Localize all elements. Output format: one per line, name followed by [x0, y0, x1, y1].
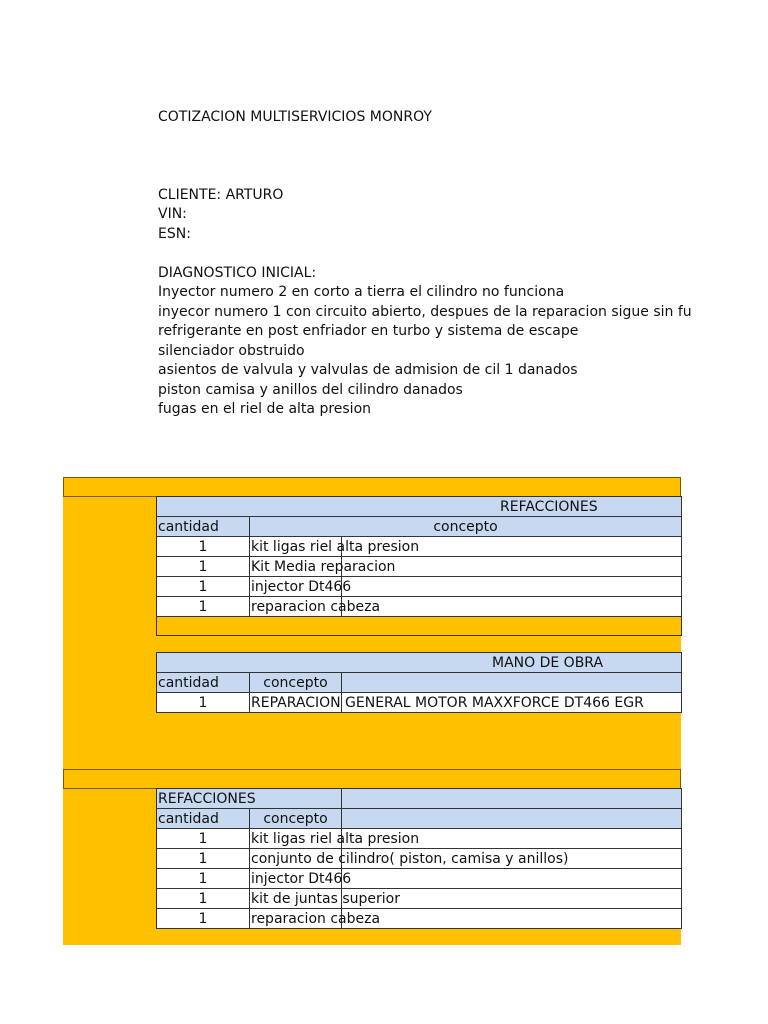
cantidad-cell: 1	[157, 597, 250, 617]
table-row	[157, 829, 682, 849]
concepto-cell	[250, 693, 644, 713]
table-row	[157, 597, 682, 617]
document-title: COTIZACION MULTISERVICIOS MONROY	[158, 109, 432, 125]
concepto-cell	[250, 849, 569, 869]
cantidad-cell: 1	[157, 889, 250, 909]
concepto-text: injector Dt466	[251, 870, 352, 887]
concepto-text: kit de juntas superior	[251, 890, 400, 907]
diagnostico-heading: DIAGNOSTICO INICIAL:	[158, 265, 317, 281]
concepto-cell	[250, 557, 396, 577]
cantidad-cell: 1	[157, 869, 250, 889]
concepto-cell	[250, 577, 352, 597]
concepto-text: REPARACION GENERAL MOTOR MAXXFORCE DT466 EGR	[251, 694, 644, 711]
cantidad-cell: 1	[157, 557, 250, 577]
table-row	[157, 537, 682, 557]
col-cantidad-header: cantidad	[157, 673, 250, 693]
concepto-text: reparacion cabeza	[251, 598, 381, 615]
section2-refacciones-table	[156, 788, 682, 929]
concepto-text: reparacion cabeza	[251, 910, 381, 927]
diagnostico-line: fugas en el riel de alta presion	[158, 401, 372, 417]
col-concepto-header: concepto	[250, 673, 342, 693]
diagnostico-line: refrigerante en post enfriador en turbo y sistema de escape	[158, 323, 579, 339]
concepto-cell	[250, 597, 381, 617]
cantidad-cell: 1	[157, 537, 250, 557]
section1-mano-de-obra-table	[156, 652, 682, 713]
cantidad-cell: 1	[157, 577, 250, 597]
table-footer-row	[157, 617, 682, 636]
refacciones-title: REFACCIONES	[157, 789, 342, 809]
section1-refacciones-table	[156, 496, 682, 636]
section1-header-bar	[63, 477, 681, 497]
table-title-row	[157, 497, 682, 517]
col-concepto-header: concepto	[250, 809, 342, 829]
concepto-cell	[250, 869, 352, 889]
concepto-text: kit ligas riel alta presion	[251, 538, 420, 555]
table-row	[157, 909, 682, 929]
refacciones-title: REFACCIONES	[157, 497, 682, 517]
table-title-row	[157, 653, 682, 673]
concepto-text: Kit Media reparacion	[251, 558, 396, 575]
table-row	[157, 889, 682, 909]
cantidad-cell: 1	[157, 693, 250, 713]
concepto-cell	[250, 829, 420, 849]
diagnostico-line: silenciador obstruido	[158, 342, 305, 359]
concepto-text: conjunto de cilindro( piston, camisa y anillos)	[251, 850, 569, 867]
table-row	[157, 693, 682, 713]
concepto-cell	[250, 909, 381, 929]
vin-line: VIN:	[158, 206, 187, 222]
diagnostico-line: asientos de valvula y valvulas de admision de cil 1 danados	[158, 362, 578, 378]
diagnostico-line: piston camisa y anillos del cilindro danados	[158, 381, 463, 398]
diagnostico-line: Inyector numero 2 en corto a tierra el cilindro no funciona	[158, 284, 565, 300]
table-header-row	[157, 809, 682, 829]
concepto-text: kit ligas riel alta presion	[251, 830, 420, 847]
cantidad-cell: 1	[157, 829, 250, 849]
mano-de-obra-title: MANO DE OBRA	[157, 653, 682, 673]
cliente-line: CLIENTE: ARTURO	[158, 187, 284, 203]
esn-line: ESN:	[158, 226, 191, 242]
cantidad-cell: 1	[157, 849, 250, 869]
concepto-cell	[250, 537, 420, 557]
table-row	[157, 557, 682, 577]
concepto-text: injector Dt466	[251, 578, 352, 595]
col-cantidad-header: cantidad	[157, 809, 250, 829]
table-header-row	[157, 517, 682, 537]
col-cantidad-header: cantidad	[157, 517, 250, 537]
section2-header-bar	[63, 769, 681, 789]
concepto-cell	[250, 889, 400, 909]
diagnostico-line: inyecor numero 1 con circuito abierto, despues de la reparacion sigue sin fu	[158, 303, 692, 320]
table-row	[157, 849, 682, 869]
table-title-row	[157, 789, 682, 809]
table-header-row	[157, 673, 682, 693]
table-row	[157, 869, 682, 889]
col-concepto-header: concepto	[250, 517, 682, 537]
cantidad-cell: 1	[157, 909, 250, 929]
table-row	[157, 577, 682, 597]
